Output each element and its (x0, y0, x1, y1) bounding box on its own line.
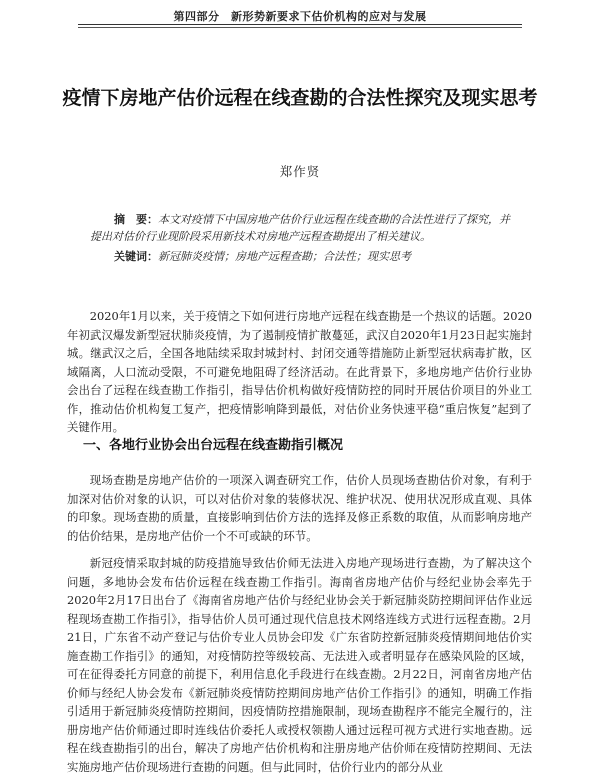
abstract-text: 本文对疫情下中国房地产估价行业远程在线查勘的合法性进行了探究，并提出对估价行业现阶段采用新技术对房地产远程查勘提出了相关建议。 (90, 213, 510, 243)
running-header: 第四部分 新形势新要求下估价机构的应对与发展 (173, 10, 427, 23)
abstract-label: 摘 要： (114, 213, 158, 226)
paragraph-site-survey: 现场查勘是房地产估价的一项深入调查研究工作，估价人员现场查勘估价对象，有利于加深对估价对象的认识，可以对估价对象的装修状况、维护状况、使用状况形成直观、具体的印象。现场查勘的质量，直接影响到估价方法的选择及修正系数的取值，从而影响房地产的估价结果，是房地产估价一个不可或缺的环节。 (67, 473, 532, 543)
article-title: 疫情下房地产估价远程在线查勘的合法性探究及现实思考 (62, 87, 538, 109)
author-name: 郑作贤 (279, 164, 321, 179)
keywords-label: 关键词： (114, 250, 158, 263)
abstract (90, 211, 514, 245)
section-heading: 一、各地行业协会出台远程在线查勘指引概况 (83, 438, 344, 453)
header-rule-thin (78, 27, 522, 28)
header-rule (78, 24, 522, 25)
keywords (90, 248, 514, 265)
keywords-text: 新冠肺炎疫情；房地产远程查勘；合法性；现实思考 (158, 250, 411, 263)
paragraph-intro: 2020年1月以来，关于疫情之下如何进行房地产远程在线查勘是一个热议的话题。2020年初武汉爆发新型冠状肺炎疫情，为了遏制疫情扩散蔓延，武汉自2020年1月23日起实施封城。继武汉之后，全国各地陆续采取封城封村、封闭交通等措施防止新型冠状病毒扩散，区域隔离，人口流动受限，不可避免地阻碍了经济活动。在此背景下，多地房地产估价行业协会出台了远程在线查勘工作指引，指导估价机构做好疫情防控的同时开展估价项目的外业工作，推动估价机构复工复产，把疫情影响降到最低，对估价业务快速平稳“重启恢复”起到了关键作用。 (67, 309, 532, 435)
paragraph-guidelines: 新冠疫情采取封城的防疫措施导致估价师无法进入房地产现场进行查勘，为了解决这个问题，多地协会发布估价远程在线查勘工作指引。海南省房地产估价与经纪业协会率先于2020年2月17日出台了《海南省房地产估价与经纪业协会关于新冠肺炎防控期间评估作业远程现场查勘工作指引》，指导估价人员可通过现代信息技术网络连线方式进行远程查勘。2月21日，广东省不动产登记与估价专业人员协会印发《广东省防控新冠肺炎疫情期间地估价实施查勘工作指引》的通知，对疫情防控等级较高、无法进入或者明显存在感染风险的区域，可在征得委托方同意的前提下，利用信息化手段进行在线查勘。2月22日，河南省房地产估价师与经纪人协会发布《新冠肺炎疫情防控期间房地产估价工作指引》的通知，明确工作指引适用于新冠肺炎疫情防控期间，因疫情防控措施限制，现场查勘程序不能完全履行的，注册房地产估价师通过即时连线估价委托人或授权领勘人通过远程可视方式进行实地查勘。远程在线查勘指引的出台，解决了房地产估价机构和注册房地产估价师在疫情防控期间、无法实施房地产估价现场进行查勘的问题。但与此同时，估价行业内的部分从业 (67, 556, 532, 774)
